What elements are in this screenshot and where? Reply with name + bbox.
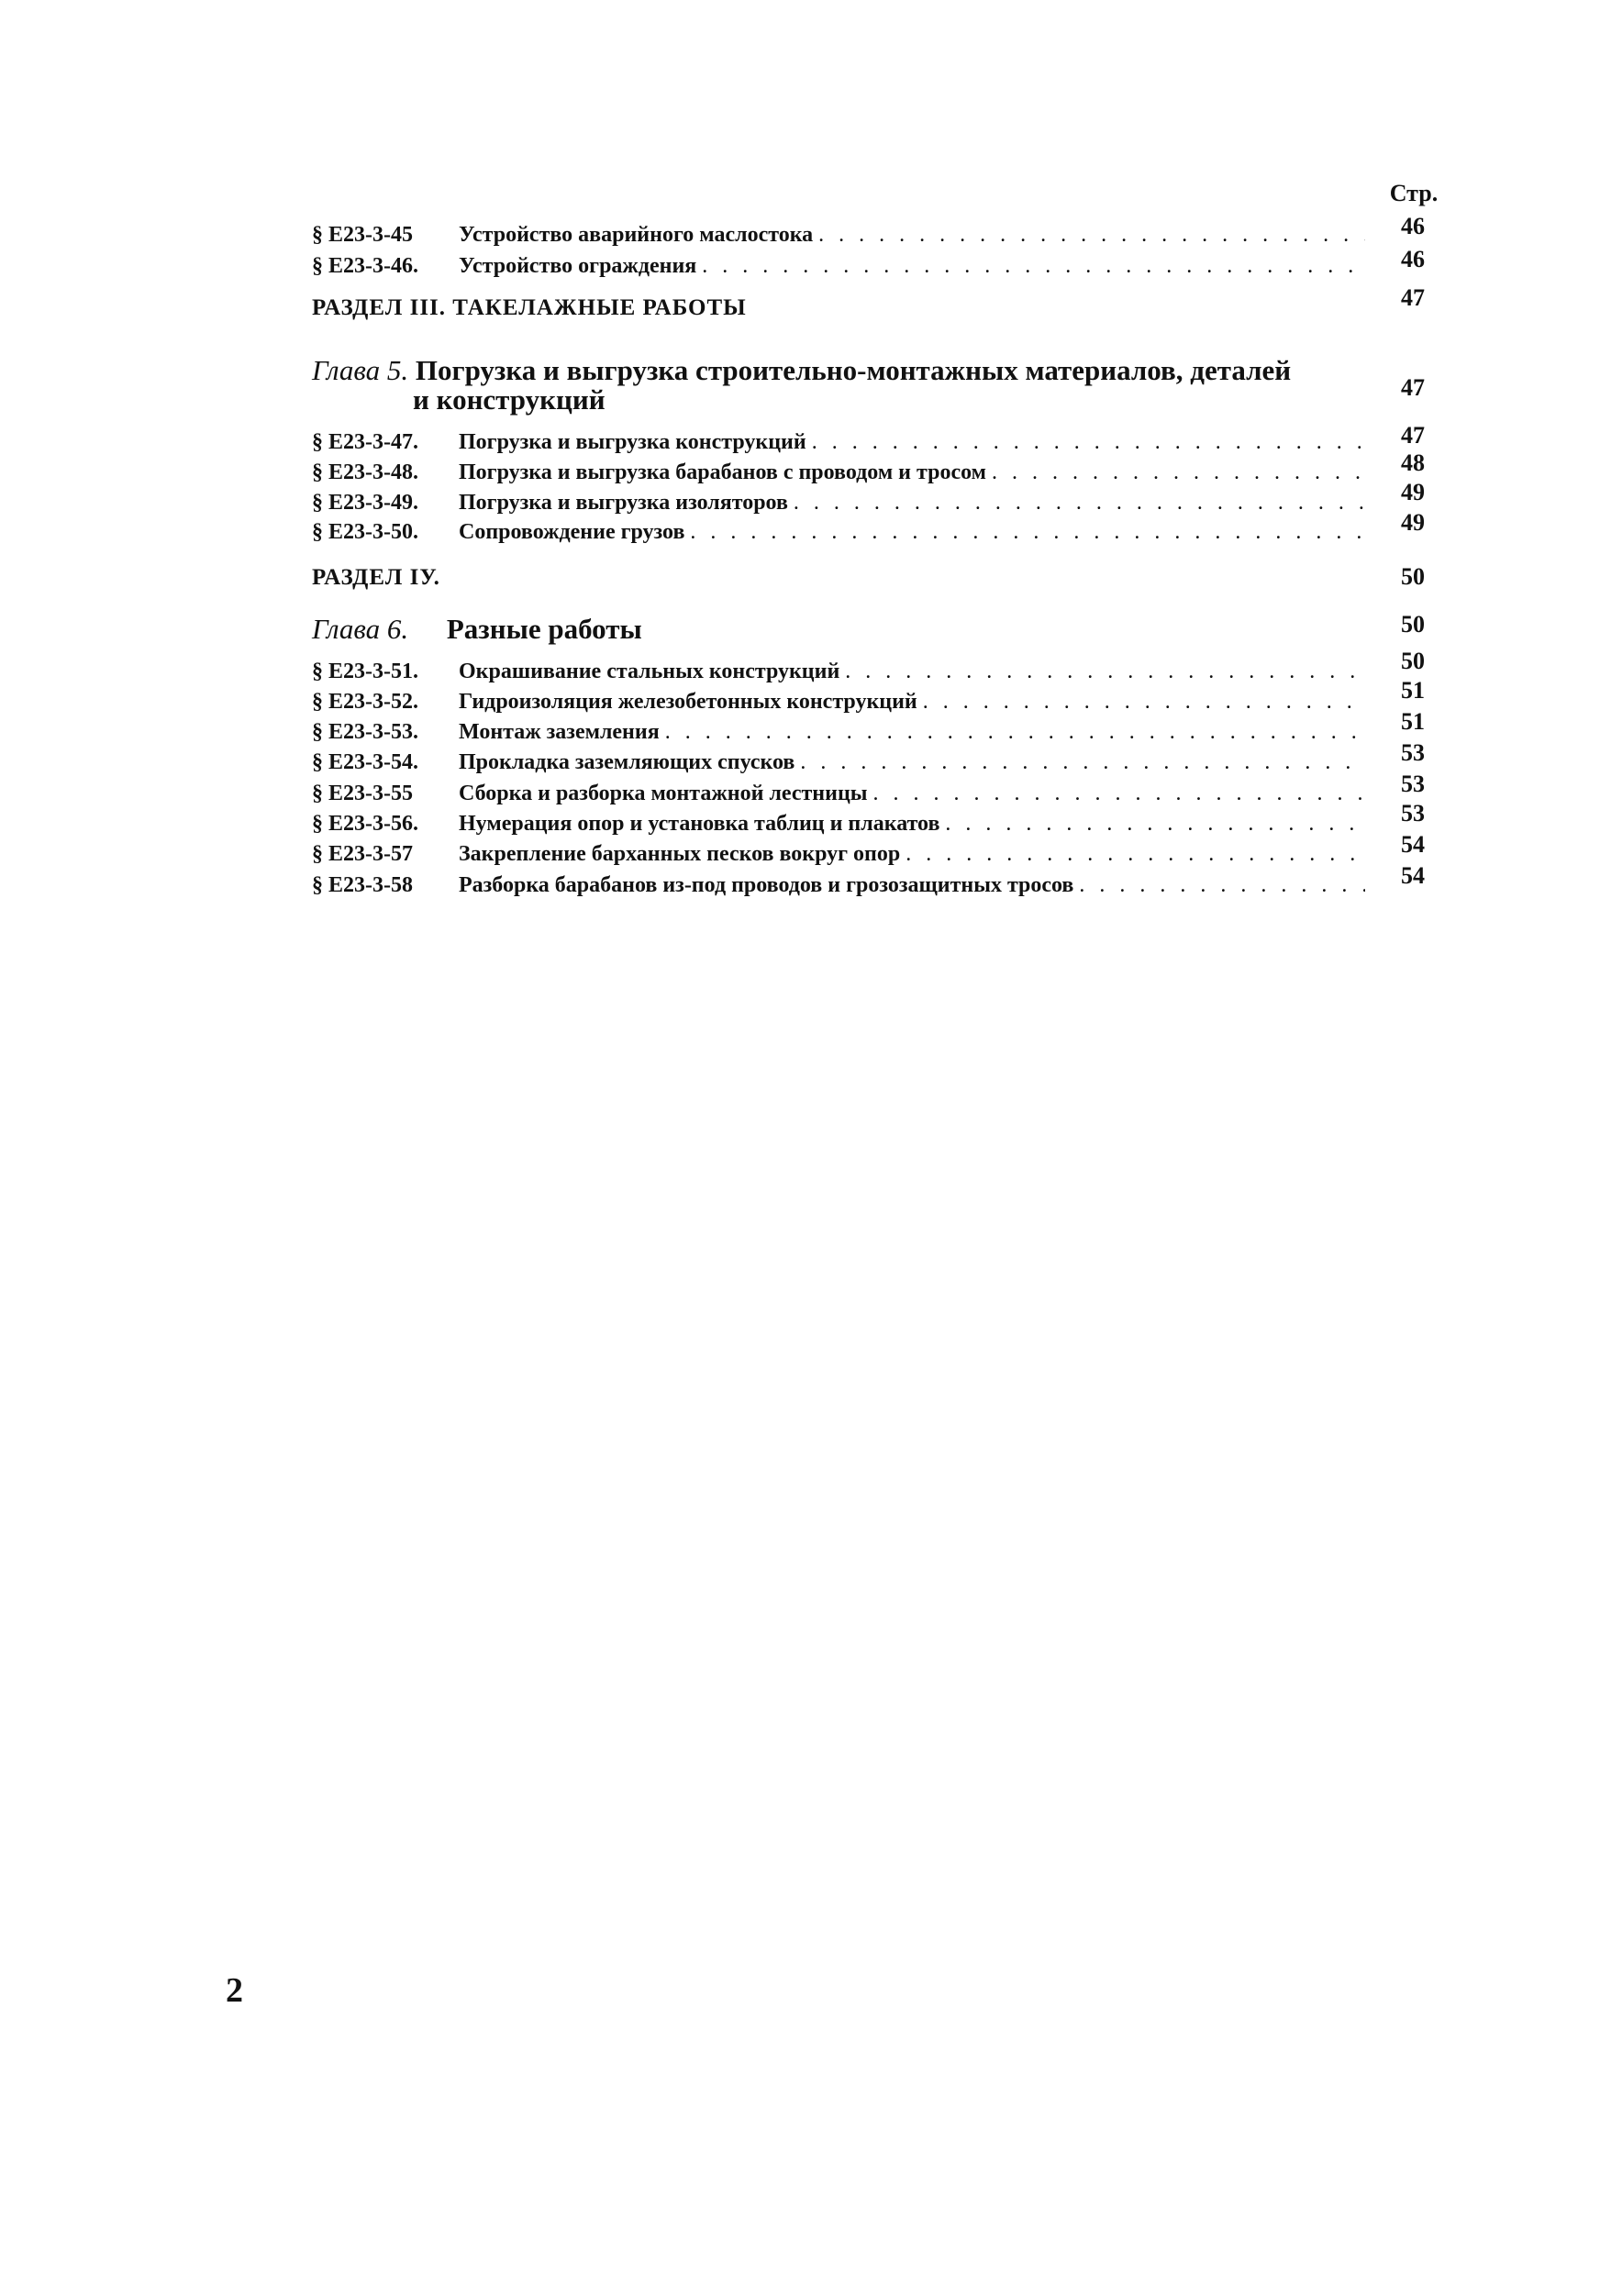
entry-page: 54 <box>1401 831 1425 858</box>
chapter-title: Погрузка и выгрузка строительно-монтажных материалов, деталей <box>415 354 1292 386</box>
entry-page: 49 <box>1401 509 1425 536</box>
dot-leader <box>906 842 1365 867</box>
toc-entry <box>312 454 1372 485</box>
entry-page: 54 <box>1401 862 1425 889</box>
section-heading: РАЗДЕЛ III. ТАКЕЛАЖНЫЕ РАБОТЫ <box>312 295 747 320</box>
chapter-label: Глава 6. <box>312 613 409 645</box>
paragraph-code: § E23-3-51. <box>312 660 418 683</box>
entry-title: Окрашивание стальных конструкций <box>459 660 840 683</box>
paragraph-code: § E23-3-47. <box>312 430 418 454</box>
page-column-label: Стр. <box>1389 180 1439 206</box>
dot-leader <box>665 720 1365 745</box>
dot-leader <box>873 782 1365 806</box>
entry-title: Погрузка и выгрузка конструкций <box>459 430 806 454</box>
paragraph-code: § E23-3-46. <box>312 254 418 278</box>
toc-entry <box>312 514 1372 545</box>
entry-page: 49 <box>1401 479 1425 505</box>
section-heading: РАЗДЕЛ IУ. <box>312 565 440 590</box>
chapter-title-continuation: и конструкций <box>413 383 606 416</box>
toc-entry <box>312 867 1372 898</box>
entry-page: 46 <box>1401 246 1425 272</box>
entry-title: Устройство ограждения <box>459 254 697 278</box>
page-number: 2 <box>226 1971 243 2010</box>
dot-leader <box>800 750 1365 775</box>
toc-entry <box>312 484 1372 516</box>
chapter-label: Глава 5. <box>312 354 409 386</box>
chapter-heading <box>312 613 642 646</box>
entry-page: 47 <box>1401 422 1425 449</box>
toc-entry <box>312 744 1372 775</box>
entry-title: Нумерация опор и установка таблиц и плакатов <box>459 812 940 836</box>
entry-page: 53 <box>1401 771 1425 797</box>
entry-title: Разборка барабанов из-под проводов и грозозащитных тросов <box>459 873 1074 897</box>
section-page: 50 <box>1401 563 1425 590</box>
paragraph-code: § E23-3-56. <box>312 812 418 836</box>
dot-leader <box>945 812 1365 837</box>
toc-entry <box>312 836 1372 867</box>
toc-entry <box>312 216 1372 248</box>
paragraph-code: § E23-3-58 <box>312 873 413 897</box>
paragraph-code: § E23-3-54. <box>312 750 418 774</box>
toc-entry <box>312 653 1372 684</box>
entry-title: Погрузка и выгрузка изоляторов <box>459 491 788 515</box>
entry-page: 51 <box>1401 677 1425 704</box>
chapter-page: 47 <box>1401 374 1425 401</box>
entry-page: 53 <box>1401 800 1425 826</box>
entry-page: 48 <box>1401 449 1425 476</box>
dot-leader <box>992 460 1365 485</box>
entry-title: Сборка и разборка монтажной лестницы <box>459 782 868 805</box>
entry-title: Гидроизоляция железобетонных конструкций <box>459 690 917 714</box>
toc-entry <box>312 424 1372 455</box>
paragraph-code: § E23-3-55 <box>312 782 413 805</box>
entry-title: Монтаж заземления <box>459 720 660 744</box>
paragraph-code: § E23-3-50. <box>312 520 418 544</box>
dot-leader <box>794 491 1365 516</box>
dot-leader <box>702 254 1365 279</box>
toc-entry <box>312 714 1372 745</box>
dot-leader <box>818 223 1365 248</box>
paragraph-code: § E23-3-49. <box>312 491 418 515</box>
toc-entry <box>312 775 1372 806</box>
dot-leader <box>845 660 1365 684</box>
dot-leader <box>812 430 1365 455</box>
chapter-title: Разные работы <box>446 613 642 645</box>
section-page: 47 <box>1401 284 1425 311</box>
chapter-heading <box>312 354 1291 387</box>
entry-page: 51 <box>1401 708 1425 735</box>
toc-entry <box>312 248 1372 279</box>
entry-title: Погрузка и выгрузка барабанов с проводом и тросом <box>459 460 986 484</box>
chapter-page: 50 <box>1401 611 1425 638</box>
paragraph-code: § E23-3-53. <box>312 720 418 744</box>
dot-leader <box>690 520 1365 545</box>
paragraph-code: § E23-3-48. <box>312 460 418 484</box>
dot-leader <box>923 690 1365 715</box>
entry-title: Сопровождение грузов <box>459 520 685 544</box>
entry-title: Устройство аварийного маслостока <box>459 223 814 247</box>
entry-page: 53 <box>1401 739 1425 766</box>
paragraph-code: § E23-3-57 <box>312 842 413 866</box>
entry-page: 46 <box>1401 213 1425 239</box>
paragraph-code: § E23-3-45 <box>312 223 413 247</box>
entry-page: 50 <box>1401 648 1425 674</box>
paragraph-code: § E23-3-52. <box>312 690 418 714</box>
entry-title: Закрепление барханных песков вокруг опор <box>459 842 901 866</box>
toc-entry <box>312 805 1372 837</box>
entry-title: Прокладка заземляющих спусков <box>459 750 795 774</box>
toc-entry <box>312 683 1372 715</box>
dot-leader <box>1079 873 1365 898</box>
